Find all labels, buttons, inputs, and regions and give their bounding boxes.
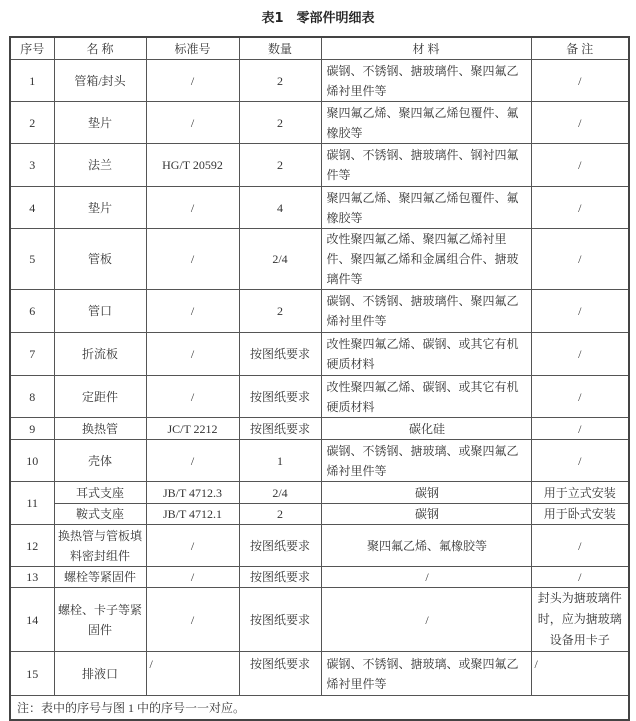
cell-standard: / <box>146 567 239 588</box>
cell-name: 耳式支座 <box>54 482 146 504</box>
table-row <box>10 588 629 652</box>
cell-name: 换热管与管板填料密封组件 <box>54 525 146 567</box>
cell-quantity: 按图纸要求 <box>239 567 321 588</box>
cell-no: 4 <box>10 187 54 229</box>
header-standard: 标准号 <box>146 37 239 60</box>
table-row <box>10 652 629 696</box>
cell-no: 15 <box>10 652 54 696</box>
cell-material: 改性聚四氟乙烯、聚四氟乙烯衬里件、聚四氟乙烯和金属组合件、搪玻璃件等 <box>321 229 531 290</box>
cell-no: 12 <box>10 525 54 567</box>
cell-no: 10 <box>10 440 54 482</box>
table-row <box>10 60 629 102</box>
cell-standard: / <box>146 440 239 482</box>
cell-quantity: 2 <box>239 144 321 187</box>
cell-remark: / <box>531 333 629 376</box>
cell-remark: / <box>531 376 629 418</box>
header-no: 序号 <box>10 37 54 60</box>
cell-remark: / <box>531 229 629 290</box>
table-note: 注：表中的序号与图 1 中的序号一一对应。 <box>10 696 629 721</box>
cell-quantity: 按图纸要求 <box>239 333 321 376</box>
cell-material: 碳化硅 <box>321 418 531 440</box>
cell-no: 3 <box>10 144 54 187</box>
table-row <box>10 187 629 229</box>
table-row <box>10 290 629 333</box>
header-remark: 备 注 <box>531 37 629 60</box>
cell-name: 壳体 <box>54 440 146 482</box>
table-note-row <box>10 696 629 721</box>
cell-name: 垫片 <box>54 102 146 144</box>
cell-quantity: 按图纸要求 <box>239 525 321 567</box>
cell-material: 改性聚四氟乙烯、碳钢、或其它有机硬质材料 <box>321 333 531 376</box>
cell-standard: / <box>146 229 239 290</box>
cell-quantity: 2 <box>239 60 321 102</box>
cell-quantity: 1 <box>239 440 321 482</box>
cell-standard: / <box>146 60 239 102</box>
table-row <box>10 525 629 567</box>
cell-no: 6 <box>10 290 54 333</box>
cell-material: 改性聚四氟乙烯、碳钢、或其它有机硬质材料 <box>321 376 531 418</box>
cell-standard: / <box>146 333 239 376</box>
cell-standard: / <box>146 102 239 144</box>
cell-no: 11 <box>10 482 54 525</box>
cell-remark: 用于卧式安装 <box>531 504 629 525</box>
cell-name: 定距件 <box>54 376 146 418</box>
cell-material: 碳钢、不锈钢、搪玻璃、或聚四氟乙烯衬里件等 <box>321 440 531 482</box>
cell-remark: / <box>531 102 629 144</box>
cell-quantity: 4 <box>239 187 321 229</box>
cell-remark: / <box>531 290 629 333</box>
cell-quantity: 按图纸要求 <box>239 376 321 418</box>
cell-name: 管板 <box>54 229 146 290</box>
cell-standard: HG/T 20592 <box>146 144 239 187</box>
header-name: 名 称 <box>54 37 146 60</box>
cell-quantity: 按图纸要求 <box>239 588 321 652</box>
header-material: 材 料 <box>321 37 531 60</box>
cell-name: 螺栓等紧固件 <box>54 567 146 588</box>
cell-material: / <box>321 588 531 652</box>
cell-name: 法兰 <box>54 144 146 187</box>
table-row <box>10 418 629 440</box>
cell-name: 管箱/封头 <box>54 60 146 102</box>
cell-material: 碳钢 <box>321 504 531 525</box>
cell-name: 排液口 <box>54 652 146 696</box>
cell-remark: / <box>531 187 629 229</box>
table-row <box>10 102 629 144</box>
cell-no: 14 <box>10 588 54 652</box>
cell-no: 13 <box>10 567 54 588</box>
header-quantity: 数量 <box>239 37 321 60</box>
cell-no: 5 <box>10 229 54 290</box>
cell-standard: / <box>146 588 239 652</box>
cell-remark: / <box>531 60 629 102</box>
cell-standard: JB/T 4712.1 <box>146 504 239 525</box>
cell-name: 螺栓、卡子等紧固件 <box>54 588 146 652</box>
cell-quantity: 2/4 <box>239 229 321 290</box>
cell-standard: / <box>146 376 239 418</box>
table-row <box>10 482 629 504</box>
cell-material: 聚四氟乙烯、聚四氟乙烯包覆件、氟橡胶等 <box>321 102 531 144</box>
cell-quantity: 2 <box>239 102 321 144</box>
table-row <box>10 567 629 588</box>
cell-no: 9 <box>10 418 54 440</box>
table-row <box>10 504 629 525</box>
cell-name: 鞍式支座 <box>54 504 146 525</box>
cell-remark: / <box>531 418 629 440</box>
cell-quantity: 2/4 <box>239 482 321 504</box>
cell-material: 碳钢 <box>321 482 531 504</box>
cell-remark: / <box>531 525 629 567</box>
cell-quantity: 2 <box>239 504 321 525</box>
table-row <box>10 229 629 290</box>
parts-table <box>9 36 630 721</box>
table-row <box>10 144 629 187</box>
cell-remark: / <box>531 567 629 588</box>
cell-name: 垫片 <box>54 187 146 229</box>
cell-standard: / <box>146 652 239 696</box>
cell-remark: 封头为搪玻璃件时，应为搪玻璃设备用卡子 <box>531 588 629 652</box>
cell-standard: / <box>146 290 239 333</box>
cell-material: 聚四氟乙烯、聚四氟乙烯包覆件、氟橡胶等 <box>321 187 531 229</box>
cell-standard: / <box>146 525 239 567</box>
table-title: 表1 零部件明细表 <box>261 11 375 26</box>
cell-remark: / <box>531 440 629 482</box>
cell-standard: JC/T 2212 <box>146 418 239 440</box>
cell-no: 7 <box>10 333 54 376</box>
cell-quantity: 按图纸要求 <box>239 652 321 696</box>
cell-name: 换热管 <box>54 418 146 440</box>
table-header-row <box>10 37 629 60</box>
table-row <box>10 376 629 418</box>
cell-material: / <box>321 567 531 588</box>
cell-quantity: 2 <box>239 290 321 333</box>
cell-name: 管口 <box>54 290 146 333</box>
cell-no: 1 <box>10 60 54 102</box>
table-row <box>10 440 629 482</box>
cell-material: 碳钢、不锈钢、搪玻璃件、聚四氟乙烯衬里件等 <box>321 60 531 102</box>
cell-remark: / <box>531 144 629 187</box>
table-row <box>10 333 629 376</box>
cell-no: 2 <box>10 102 54 144</box>
cell-material: 碳钢、不锈钢、搪玻璃件、钢衬四氟件等 <box>321 144 531 187</box>
cell-material: 碳钢、不锈钢、搪玻璃、或聚四氟乙烯衬里件等 <box>321 652 531 696</box>
cell-remark: / <box>531 652 629 696</box>
cell-material: 碳钢、不锈钢、搪玻璃件、聚四氟乙烯衬里件等 <box>321 290 531 333</box>
cell-remark: 用于立式安装 <box>531 482 629 504</box>
cell-standard: / <box>146 187 239 229</box>
cell-no: 8 <box>10 376 54 418</box>
cell-standard: JB/T 4712.3 <box>146 482 239 504</box>
cell-name: 折流板 <box>54 333 146 376</box>
cell-quantity: 按图纸要求 <box>239 418 321 440</box>
cell-material: 聚四氟乙烯、氟橡胶等 <box>321 525 531 567</box>
